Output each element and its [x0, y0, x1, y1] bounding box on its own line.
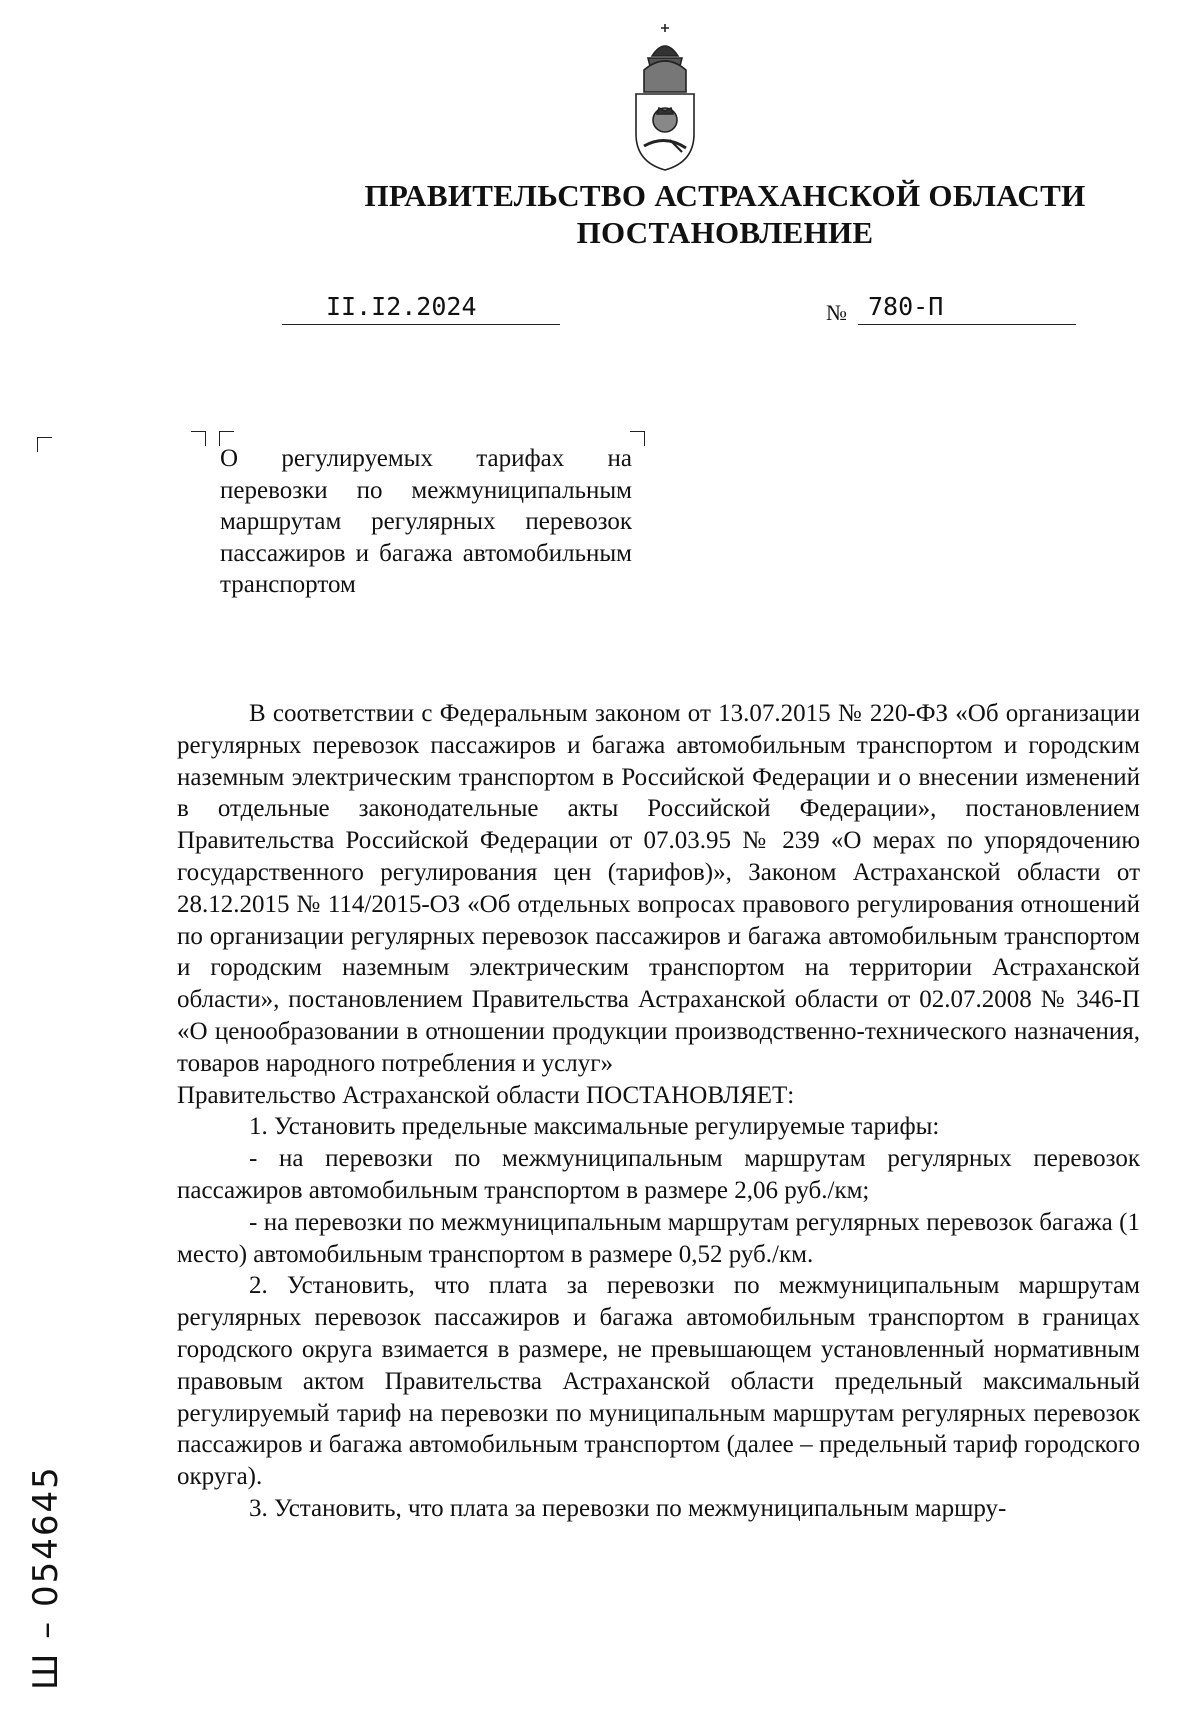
- corner-mark-left: [37, 437, 52, 452]
- corner-mark-subject-1: [191, 431, 206, 446]
- item-2: 2. Установить, что плата за перевозки по межмуниципальным маршрутам регулярных перевозок пассажиров и багажа автомобильным транспортом в границах городского округа взимается в размере, не превышающем установленный нормативным правовым актом Правительства Астраханской области предельный максимальный регулируемый тариф на перевозки по муниципальным маршрутам регулярных перевозок пассажиров и багажа автомобильным транспортом (далее – предельный тариф городского округа).: [177, 1272, 1140, 1491]
- government-title: ПРАВИТЕЛЬСТВО АСТРАХАНСКОЙ ОБЛАСТИ: [364, 178, 1086, 213]
- document-body: [177, 698, 1140, 1525]
- item-1: 1. Установить предельные максимальные регулируемые тарифы:: [249, 1113, 940, 1141]
- coat-of-arms-emblem: [630, 22, 700, 172]
- preamble-paragraph: В соответствии с Федеральным законом от 13.07.2015 № 220-ФЗ «Об организации регулярных перевозок пассажиров и багажа автомобильным транспортом и городским наземным электрическим транспортом в Российской Федерации и о внесении изменений в отдельные законодательные акты Российской Федерации», постановлением Правительства Российской Федерации от 07.03.95 № 239 «О мерах по упорядочению государственного регулирования цен (тарифов)», Законом Астраханской области от 28.12.2015 № 114/2015-ОЗ «Об отдельных вопросах правового регулирования отношений по организации регулярных перевозок пассажиров и багажа автомобильным транспортом и городским наземным электрическим транспортом на территории Астраханской области», постановлением Правительства Астраханской области от 02.07.2008 № 346-П «О ценообразовании в отношении продукции производственно-технического назначения, товаров народного потребления и услуг»: [177, 700, 1140, 1077]
- document-type-title: ПОСТАНОВЛЕНИЕ: [576, 215, 874, 250]
- corner-mark-subject-right: [630, 431, 645, 446]
- document-subject: О регулируемых тарифах на перевозки по межмуниципальным маршрутам регулярных перевозок пассажиров и багажа автомобильным транспортом: [220, 445, 632, 598]
- decree-line: Правительство Астраханской области ПОСТАНОВЛЯЕТ:: [177, 1081, 795, 1109]
- item-1-baggage: - на перевозки по межмуниципальным маршрутам регулярных перевозок багажа (1 место) автомобильным транспортом в размере 0,52 руб./км.: [177, 1208, 1140, 1268]
- number-sign: №: [826, 300, 847, 325]
- side-serial-code: Ш – 054645: [26, 1465, 66, 1690]
- document-number: 780-П: [868, 292, 944, 321]
- item-3: 3. Установить, что плата за перевозки по межмуниципальным маршру-: [249, 1494, 1007, 1522]
- document-date: II.I2.2024: [326, 292, 477, 321]
- item-1-passengers: - на перевозки по межмуниципальным маршрутам регулярных перевозок пассажиров автомобильным транспортом в размере 2,06 руб./км;: [177, 1145, 1140, 1204]
